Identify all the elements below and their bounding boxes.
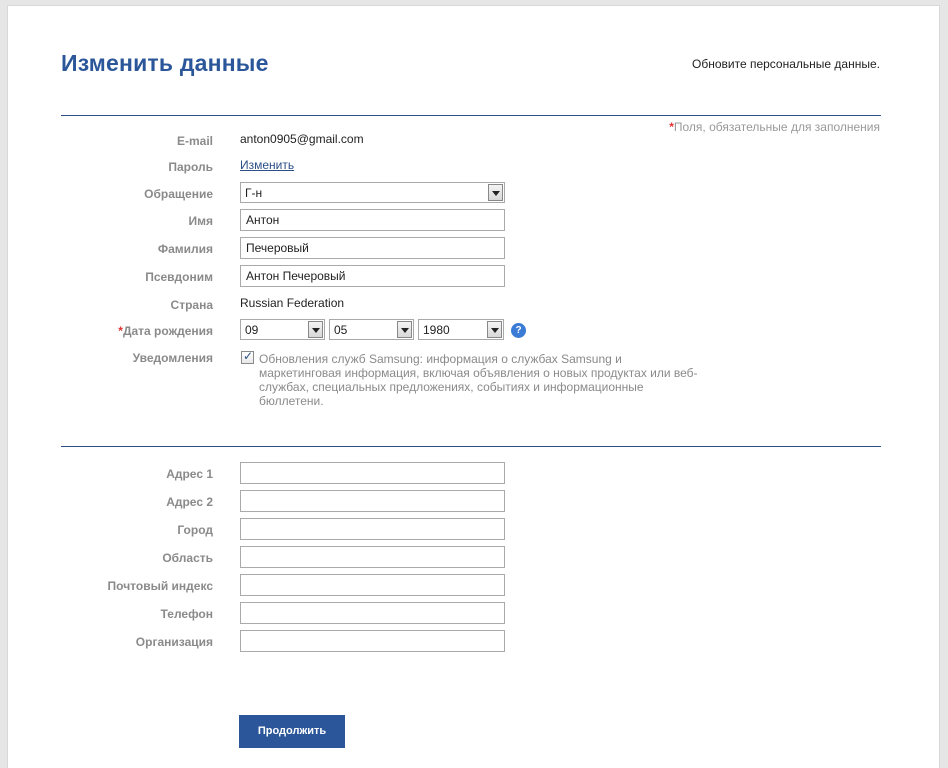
continue-button[interactable]: Продолжить [239,715,345,748]
city-input[interactable] [240,518,505,540]
nickname-input[interactable] [240,265,505,287]
zip-input[interactable] [240,574,505,596]
required-star-icon: * [669,120,674,134]
birth-day-value: 09 [245,323,259,337]
email-label: E-mail [176,134,213,148]
change-password-link[interactable]: Изменить [240,158,295,172]
organization-input[interactable] [240,630,505,652]
chevron-down-icon[interactable] [487,321,502,338]
organization-label: Организация [135,635,213,649]
help-icon[interactable]: ? [511,323,526,338]
address1-label: Адрес 1 [166,467,213,481]
zip-label: Почтовый индекс [107,579,213,593]
chevron-down-icon[interactable] [397,321,412,338]
section-divider-top [61,115,881,116]
required-note-text: Поля, обязательные для заполнения [673,120,880,134]
birthdate-label [118,324,213,338]
first-name-label: Имя [188,214,213,228]
address1-input[interactable] [240,462,505,484]
required-fields-note [669,120,880,134]
birth-year-value: 1980 [423,323,450,337]
page-subtitle: Обновите персональные данные. [692,57,880,71]
first-name-input[interactable] [240,209,505,231]
city-label: Город [177,523,213,537]
birth-day-select[interactable] [240,319,325,340]
address2-label: Адрес 2 [166,495,213,509]
salutation-label: Обращение [144,187,213,201]
edit-profile-page [7,5,940,768]
phone-input[interactable] [240,602,505,624]
notifications-label: Уведомления [132,351,213,365]
page-title: Изменить данные [61,50,269,76]
region-input[interactable] [240,546,505,568]
country-value: Russian Federation [240,296,345,310]
notifications-description: Обновления служб Samsung: информация о службах Samsung и маркетинговая информация, включая объявления о новых продуктах или веб-службах, специальных предложениях, событиях и информационные бюллетени. [259,352,698,408]
country-label: Страна [170,298,213,312]
chevron-down-icon[interactable] [308,321,323,338]
chevron-down-icon[interactable] [488,184,503,201]
nickname-label: Псевдоним [145,270,213,284]
birth-month-value: 05 [334,323,348,337]
phone-label: Телефон [160,607,213,621]
required-star-icon: * [118,324,123,338]
birthdate-label-text: Дата рождения [122,324,213,338]
salutation-selected-value: Г-н [245,186,263,200]
birth-year-select[interactable] [418,319,504,340]
salutation-select[interactable] [240,182,505,203]
birth-month-select[interactable] [329,319,414,340]
region-label: Область [162,551,213,565]
password-label: Пароль [168,160,213,174]
section-divider-address [61,446,881,447]
last-name-label: Фамилия [157,242,213,256]
notifications-checkbox[interactable] [241,351,254,364]
address2-input[interactable] [240,490,505,512]
last-name-input[interactable] [240,237,505,259]
email-value: anton0905@gmail.com [240,132,364,146]
